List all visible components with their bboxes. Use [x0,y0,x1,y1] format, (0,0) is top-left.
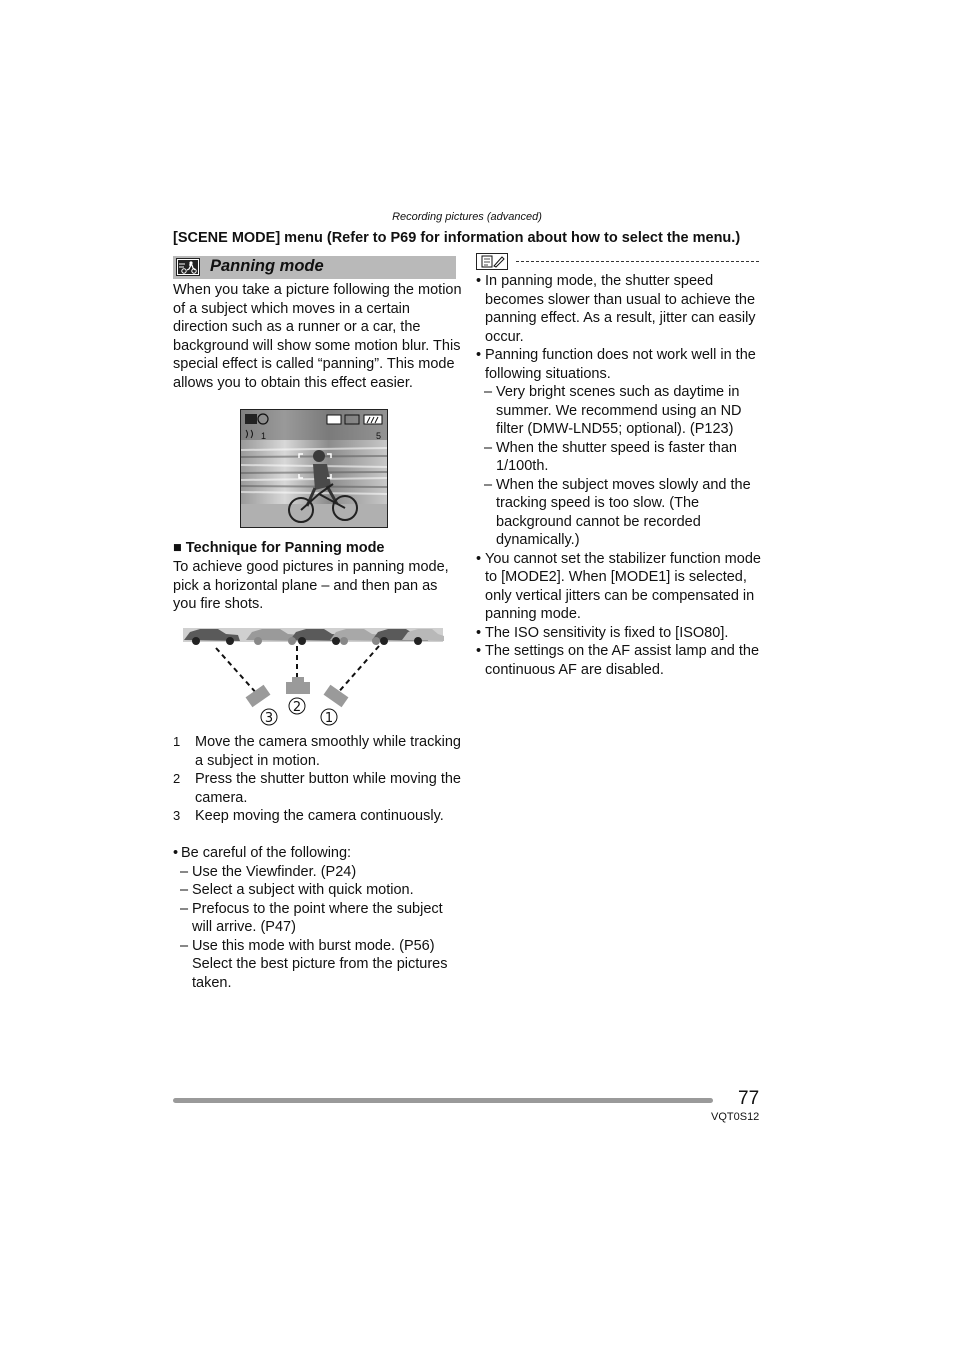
steps-list [173,733,463,826]
note-divider [516,261,759,262]
section-title: Panning mode [210,257,324,275]
step-item: 2 Press the shutter button while moving the camera. [173,771,461,806]
lcd-preview-image [240,409,388,528]
note-icon [476,253,508,270]
bullet-item: • In panning mode, the shutter speed becomes slower than usual to achieve the panning effect. As a result, jitter can easily occur. [476,273,756,345]
lcd-left-number: 1 [261,431,267,441]
technique-body: To achieve good pictures in panning mode, pick a horizontal plane – and then pan as you fire shots. [173,559,449,612]
footer-rule [173,1098,713,1103]
sub-item: – Very bright scenes such as daytime in summer. We recommend using an ND filter (DMW-LND55; optional). (P123) [484,384,742,437]
sub-item: – When the shutter speed is faster than 1/100th. [484,439,737,474]
step-number-circle: 3 [173,808,181,823]
section-title-bar [173,256,456,279]
sub-item: – Prefocus to the point where the subject will arrive. (P47) [180,900,443,935]
bullet-item: • The settings on the AF assist lamp and the continuous AF are disabled. [476,643,760,678]
bullet-item: • You cannot set the stabilizer function mode to [MODE2]. When [MODE1] is selected, only vertical jitters can be compensated in panning mode. [476,550,761,622]
lcd-right-number: 5 [376,431,382,441]
page-number: 77 [738,1088,760,1109]
notes-list [476,272,766,679]
step-item: 3 Keep moving the camera continuously. [173,808,444,824]
diagram-label-3: 3 [264,711,274,726]
step-number-circle: 2 [173,771,181,786]
menu-heading: [SCENE MODE] menu (Refer to P69 for information about how to select the menu.) [173,230,741,246]
sub-item: – When the subject moves slowly and the tracking speed is too slow. (The background cannot be recorded dynamically.) [484,476,751,548]
running-head: Recording pictures (advanced) [392,211,542,223]
technique-heading: ■ Technique for Panning mode [173,540,385,556]
diagram-label-1: 1 [324,711,334,726]
car-strip [183,628,444,645]
sub-item: – Select a subject with quick motion. [180,882,414,898]
diagram-label-2: 2 [292,700,302,715]
bullet-item: • The ISO sensitivity is fixed to [ISO80]. [476,624,729,641]
bullet-item: • Panning function does not work well in the following situations. [476,347,756,382]
doc-code: VQT0S12 [711,1111,760,1123]
sub-item: – Use the Viewfinder. (P24) [180,863,357,880]
step-number-circle: 1 [173,734,181,749]
panning-scene-icon [176,258,200,276]
panning-diagram [180,622,450,737]
sub-item: – Use this mode with burst mode. (P56) Select the best picture from the pictures taken. [180,937,448,991]
step-item: 1 Move the camera smoothly while tracking a subject in motion. [173,734,461,769]
bullet-item: • Be careful of the following: [173,845,352,861]
careful-list [173,844,463,992]
note-header [476,253,759,271]
intro-text: When you take a picture following the motion of a subject which moves in a certain direction such as a runner or a car, the background will show some motion blur. This special effect is called “panning”. This mode allows you to obtain this effect easier. [173,282,462,391]
